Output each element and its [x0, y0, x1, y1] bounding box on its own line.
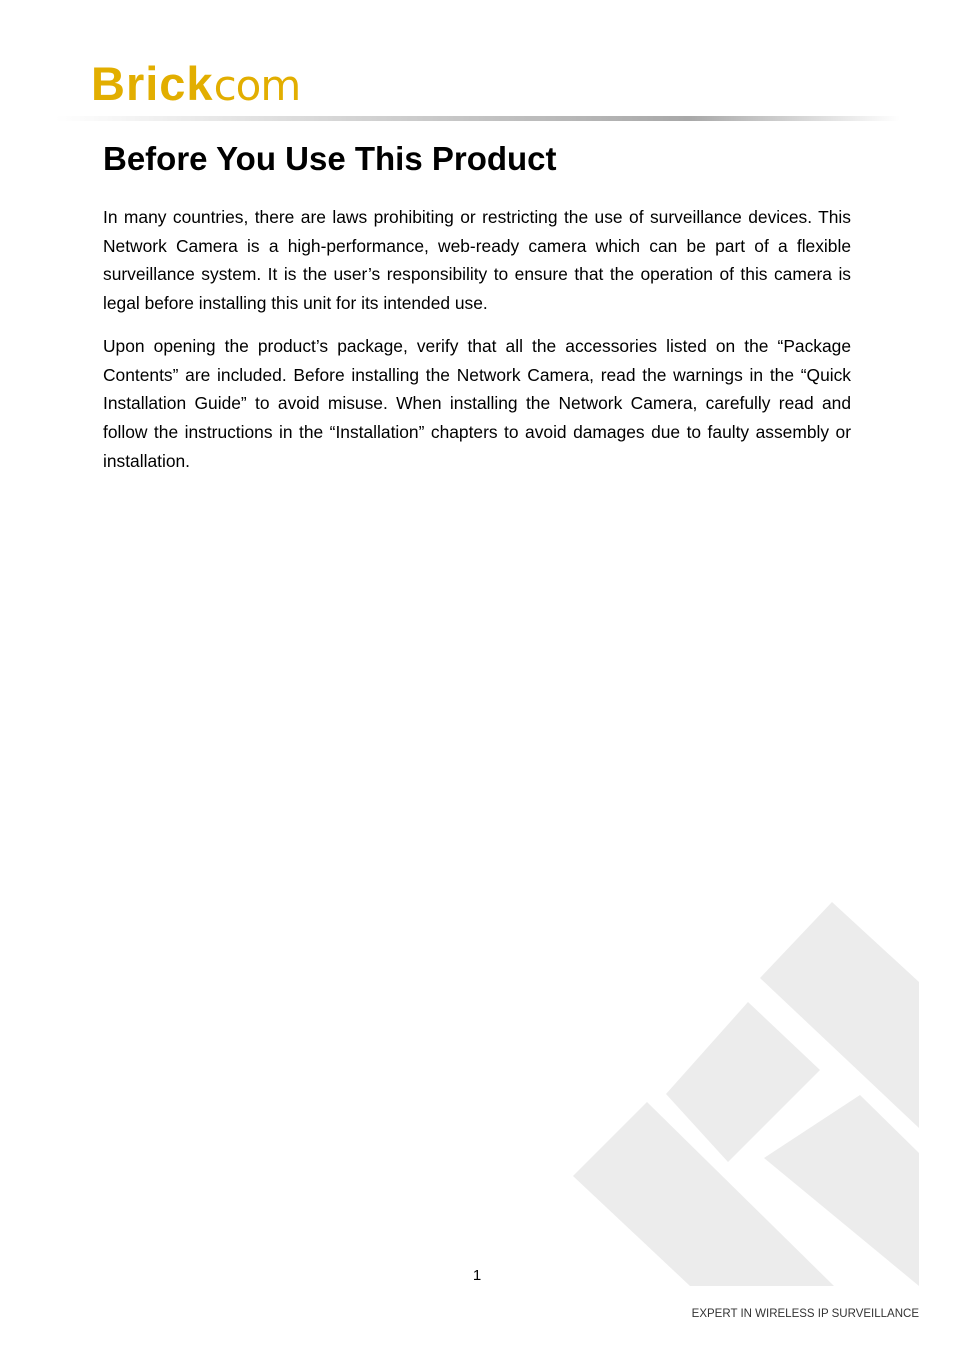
brand-logo	[91, 58, 300, 110]
footer-tagline: EXPERT IN WIRELESS IP SURVEILLANCE	[691, 1308, 919, 1320]
page-number: 1	[472, 1267, 482, 1284]
watermark-shapes	[573, 902, 919, 1286]
logo-text-light: com	[213, 61, 301, 110]
paragraph-legal-notice: In many countries, there are laws prohibiting or restricting the use of surveillance devices. This Network Camera is a high-performance, web-ready camera which can be part of a flexible surveillance system. It is the user’s responsibility to ensure that the operation of this camera is legal before installing this unit for its intended use.	[103, 207, 851, 314]
page-title: Before You Use This Product	[103, 140, 557, 177]
header-divider	[55, 116, 900, 121]
body-text	[103, 203, 851, 489]
brand-watermark-graphic	[560, 890, 940, 1310]
logo-text-strong: Brick	[91, 57, 214, 110]
paragraph-package-instructions: Upon opening the product’s package, verify that all the accessories listed on the “Package Contents” are included. Before installing the Network Camera, read the warnings in the “Quick Installation Guide” to avoid misuse. When installing the Network Camera, carefully read and follow the instructions in the “Installation” chapters to avoid damages due to faulty assembly or installation.	[103, 335, 851, 471]
